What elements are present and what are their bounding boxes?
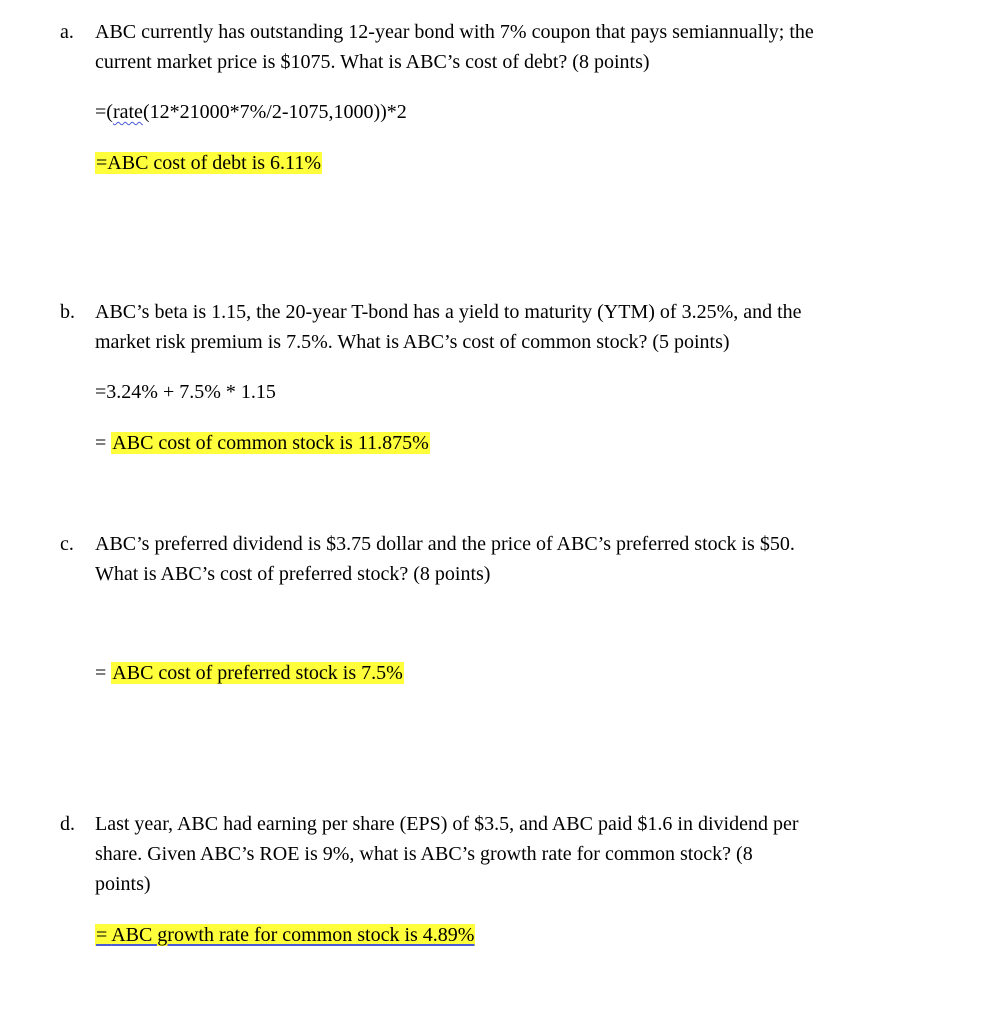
question-d-line-2: share. Given ABC’s ROE is 9%, what is ABC’s growth rate for common stock? (8 xyxy=(95,843,753,865)
answer-text: ABC cost of debt is 6.11% xyxy=(107,152,321,174)
question-a-answer xyxy=(95,150,322,176)
question-a-line-2: current market price is $1075. What is ABC’s cost of debt? (8 points) xyxy=(95,51,650,73)
question-d-answer xyxy=(95,922,475,948)
question-b-letter: b. xyxy=(60,301,75,323)
answer-text: ABC growth rate for common stock is 4.89% xyxy=(111,924,475,946)
question-c-line-2: What is ABC’s cost of preferred stock? (8 points) xyxy=(95,563,491,585)
answer-highlight xyxy=(95,924,475,946)
question-c-answer xyxy=(95,660,404,686)
question-a-text xyxy=(95,17,955,77)
question-d-text xyxy=(95,809,955,899)
question-a-formula xyxy=(95,99,407,125)
question-c-letter: c. xyxy=(60,533,74,555)
question-d-letter: d. xyxy=(60,813,75,835)
formula-prefix: =( xyxy=(95,101,113,123)
question-b-formula: =3.24% + 7.5% * 1.15 xyxy=(95,381,276,403)
question-b-answer xyxy=(95,430,430,456)
question-d-line-1: Last year, ABC had earning per share (EPS) of $3.5, and ABC paid $1.6 in dividend per xyxy=(95,813,799,835)
question-d-line-3: points) xyxy=(95,873,151,895)
formula-rest: (12*21000*7%/2-1075,1000))*2 xyxy=(142,101,407,123)
answer-prefix: = xyxy=(95,662,112,684)
answer-prefix: = xyxy=(96,152,108,174)
answer-prefix: = xyxy=(95,432,112,454)
answer-prefix: = xyxy=(96,924,112,946)
question-b-text xyxy=(95,297,955,357)
answer-highlight xyxy=(95,152,322,174)
answer-highlight: ABC cost of preferred stock is 7.5% xyxy=(112,662,403,684)
question-c-text xyxy=(95,529,955,589)
question-a-letter: a. xyxy=(60,21,74,43)
question-b-line-1: ABC’s beta is 1.15, the 20-year T-bond has a yield to maturity (YTM) of 3.25%, and the xyxy=(95,301,802,323)
question-a-line-1: ABC currently has outstanding 12-year bond with 7% coupon that pays semiannually; the xyxy=(95,21,814,43)
formula-func-rate: rate xyxy=(112,101,143,123)
question-b-line-2: market risk premium is 7.5%. What is ABC’s cost of common stock? (5 points) xyxy=(95,331,730,353)
question-c-line-1: ABC’s preferred dividend is $3.75 dollar and the price of ABC’s preferred stock is $50. xyxy=(95,533,795,555)
answer-highlight: ABC cost of common stock is 11.875% xyxy=(112,432,429,454)
